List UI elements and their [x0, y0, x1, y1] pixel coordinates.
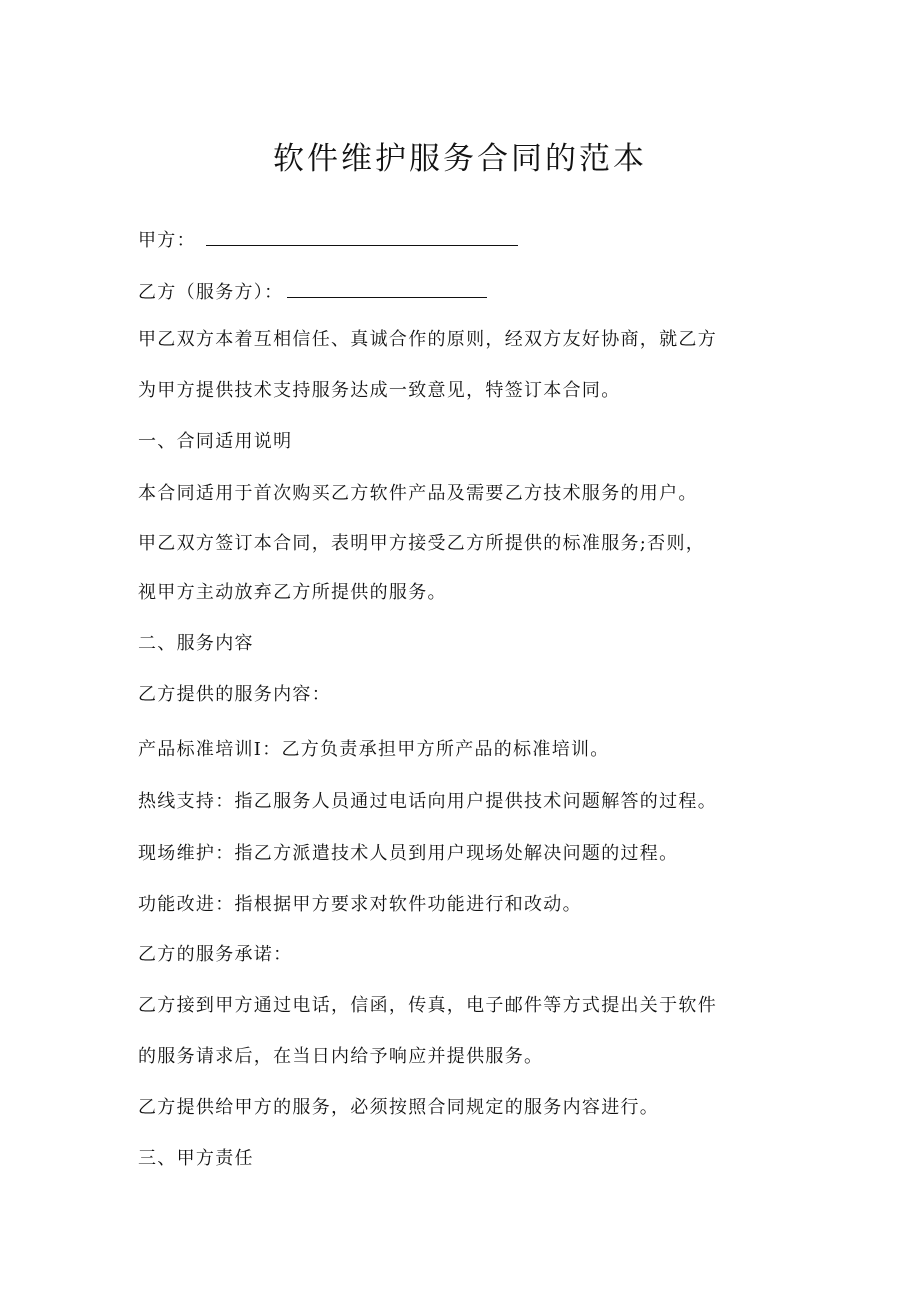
- party-a-label: 甲方：: [138, 230, 196, 251]
- party-a-line: [138, 227, 518, 253]
- party-b-blank: [287, 279, 487, 298]
- party-b-label: 乙方（服务方）：: [138, 282, 284, 303]
- party-a-blank: [206, 227, 518, 246]
- paragraph-line: 现场维护：指乙方派遣技术人员到用户现场处解决问题的过程。: [138, 843, 679, 864]
- paragraph-line: 热线支持：指乙服务人员通过电话向用户提供技术问题解答的过程。: [138, 791, 717, 812]
- paragraph-line: 乙方的服务承诺：: [138, 944, 293, 965]
- paragraph-line: 的服务请求后，在当日内给予响应并提供服务。: [138, 1046, 544, 1067]
- section-heading: 一、合同适用说明: [138, 431, 293, 452]
- paragraph-line: 产品标准培训I：乙方负责承担甲方所产品的标准培训。: [138, 739, 610, 760]
- paragraph-line: 视甲方主动放弃乙方所提供的服务。: [138, 582, 447, 603]
- paragraph-line: 乙方提供给甲方的服务，必须按照合同规定的服务内容进行。: [138, 1097, 660, 1118]
- document-title: 软件维护服务合同的范本: [273, 140, 647, 177]
- section-heading: 二、服务内容: [138, 633, 254, 654]
- party-b-line: [138, 279, 487, 305]
- paragraph-line: 甲乙双方本着互相信任、真诚合作的原则，经双方友好协商，就乙方: [138, 329, 717, 350]
- paragraph-line: 本合同适用于首次购买乙方软件产品及需要乙方技术服务的用户。: [138, 483, 698, 504]
- paragraph-line: 乙方接到甲方通过电话，信函，传真，电子邮件等方式提出关于软件: [138, 995, 717, 1016]
- paragraph-line: 功能改进：指根据甲方要求对软件功能进行和改动。: [138, 894, 582, 915]
- section-heading: 三、甲方责任: [138, 1148, 254, 1169]
- paragraph-line: 甲乙双方签订本合同，表明甲方接受乙方所提供的标准服务;否则，: [138, 533, 706, 554]
- paragraph-line: 为甲方提供技术支持服务达成一致意见，特签订本合同。: [138, 380, 621, 401]
- paragraph-line: 乙方提供的服务内容：: [138, 684, 331, 705]
